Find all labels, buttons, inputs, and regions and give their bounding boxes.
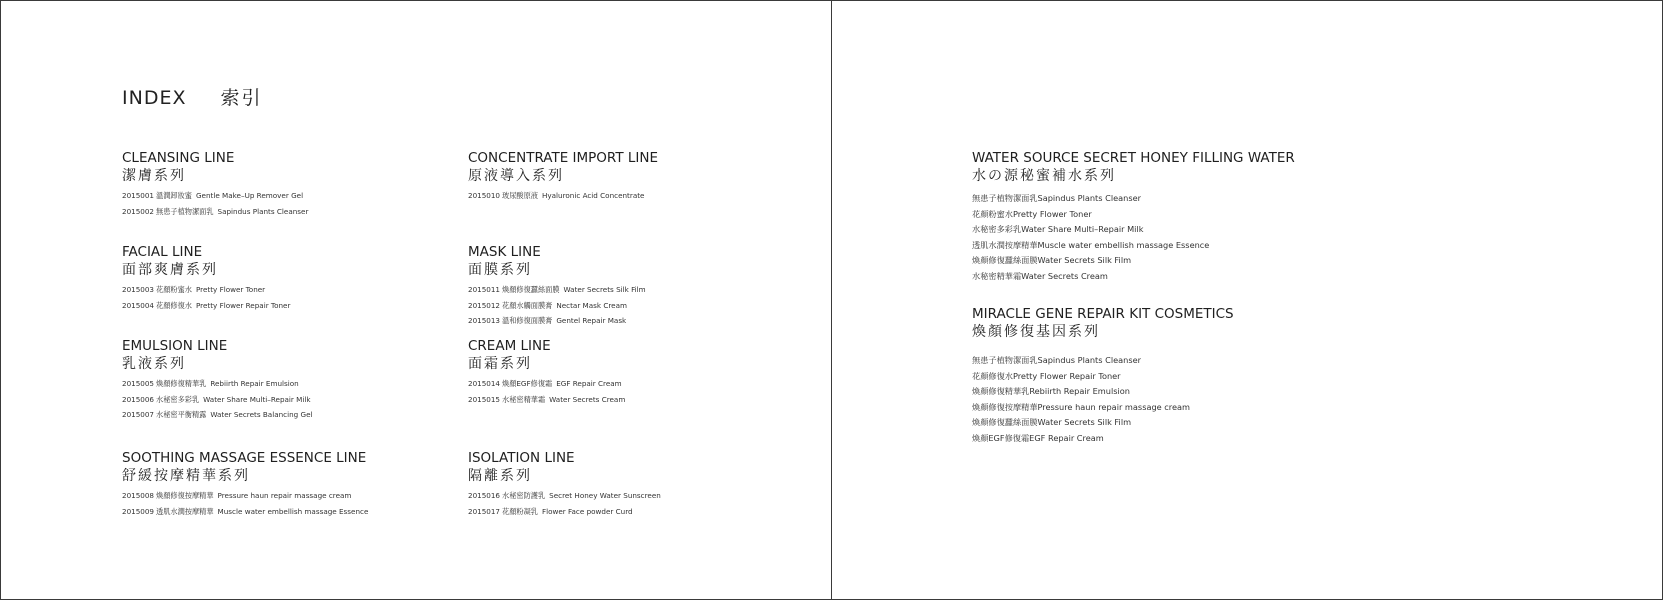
product-item: 煥顏修復按摩精華Pressure haun repair massage cream [972,401,1191,412]
product-item: 煥顏修復蠶絲面膜Water Secrets Silk Film [972,255,1132,266]
product-item: 2015015 水秘密精華霜 Water Secrets Cream [468,394,626,404]
right-page [832,1,1662,599]
section-title: EMULSION LINE [122,338,228,354]
product-item: 煥顏EGF修復霜EGF Repair Cream [972,432,1104,443]
product-item: 2015012 花顏水觸面膜膏 Nectar Mask Cream [468,300,627,310]
section-cleansing [122,150,308,222]
section-emulsion [122,338,313,426]
section-title-zh: 面霜系列 [468,356,532,372]
section-miracle-gene [972,306,1234,449]
section-title: MASK LINE [468,244,541,260]
section-title-zh: 潔膚系列 [122,168,186,184]
product-item: 2015004 花顏修復水 Pretty Flower Repair Toner [122,300,291,310]
product-item: 2015003 花顏粉蜜水 Pretty Flower Toner [122,285,266,294]
section-title-zh: 舒緩按摩精華系列 [122,468,250,484]
product-item: 花顏粉蜜水Pretty Flower Toner [972,208,1092,219]
product-item: 2015008 煥顏修復按摩精華 Pressure haun repair massage cream [122,491,352,500]
product-item: 透肌水潤按摩精華Muscle water embellish massage Essence [972,239,1210,250]
product-item: 水秘密多彩乳Water Share Multi–Repair Milk [972,224,1144,235]
section-soothing [122,450,368,522]
product-item: 無患子植物潔面乳Sapindus Plants Cleanser [972,193,1142,203]
product-item: 煥顏修復蠶絲面膜Water Secrets Silk Film [972,417,1132,428]
product-item: 2015011 煥顏修復蠶絲面膜 Water Secrets Silk Film [468,285,646,294]
section-title: WATER SOURCE SECRET HONEY FILLING WATER [972,150,1295,166]
section-title: MIRACLE GENE REPAIR KIT COSMETICS [972,306,1234,322]
section-title: FACIAL LINE [122,244,203,260]
section-title-zh: 乳液系列 [122,356,186,372]
index-heading [122,83,262,110]
section-title: CREAM LINE [468,338,551,354]
section-title-zh: 面膜系列 [468,262,532,278]
product-item: 2015010 玻尿酸原液 Hyaluronic Acid Concentrate [468,191,645,200]
product-item: 2015009 透肌水潤按摩精華 Muscle water embellish massage Essence [122,506,369,516]
section-title-zh: 隔離系列 [468,468,532,484]
section-isolation [468,450,661,522]
section-title-zh: 水の源秘蜜補水系列 [972,168,1116,184]
section-facial [122,244,290,316]
product-item: 2015016 水秘密防護乳 Secret Honey Water Sunscreen [468,491,661,500]
section-title: CLEANSING LINE [122,150,235,166]
product-item: 水秘密精華霜Water Secrets Cream [972,270,1108,281]
product-item: 2015014 煥顏EGF修復霜 EGF Repair Cream [468,379,622,388]
index-title-en: INDEX [122,87,187,109]
section-title-zh: 原液導入系列 [468,168,564,184]
section-title: SOOTHING MASSAGE ESSENCE LINE [122,450,367,466]
product-item: 花顏修復水Pretty Flower Repair Toner [972,370,1121,381]
section-title: ISOLATION LINE [468,450,575,466]
product-item: 2015013 溫和修復面膜膏 Gentel Repair Mask [468,316,627,326]
product-item: 無患子植物潔面乳Sapindus Plants Cleanser [972,355,1142,365]
product-item: 煥顏修復精華乳Rebiirth Repair Emulsion [972,386,1130,397]
section-title-zh: 煥顏修復基因系列 [972,324,1100,340]
section-mask [468,244,646,332]
product-item: 2015007 水秘密平衡精露 Water Secrets Balancing Gel [122,410,313,420]
product-item: 2015006 水秘密多彩乳 Water Share Multi–Repair Milk [122,394,311,404]
section-title-zh: 面部爽膚系列 [122,262,218,278]
product-item: 2015001 溫潤卸妝蜜 Gentle Make–Up Remover Gel [122,191,304,200]
section-title: CONCENTRATE IMPORT LINE [468,150,659,166]
index-title-zh: 索引 [220,87,263,109]
section-cream [468,338,625,410]
product-item: 2015017 花顏粉凝乳 Flower Face powder Curd [468,506,633,516]
left-page [1,1,831,599]
product-item: 2015002 無患子植物潔面乳 Sapindus Plants Cleanser [122,206,309,216]
section-water-source [972,150,1295,287]
product-item: 2015005 煥顏修復精華乳 Rebiirth Repair Emulsion [122,379,299,388]
section-concentrate [468,150,658,207]
